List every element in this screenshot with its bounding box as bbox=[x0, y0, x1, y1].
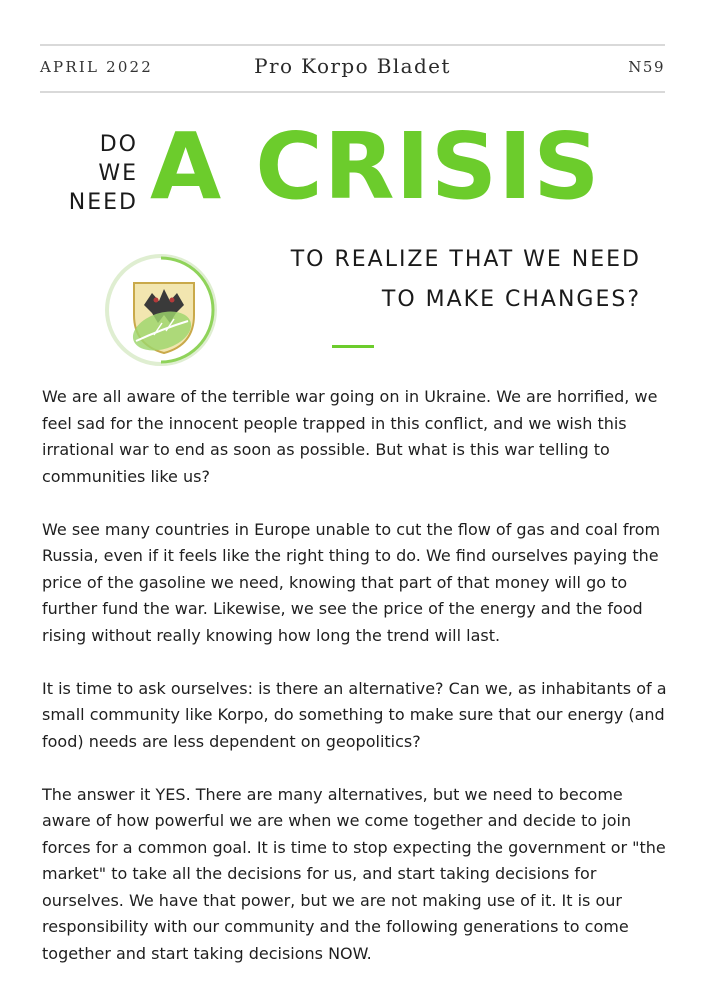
leaf-crest-logo-icon bbox=[104, 253, 218, 367]
article-paragraph: The answer it YES. There are many alternatives, but we need to become aware of how powerful we are when we come together and decide to join forces for a common goal. It is time to stop expecting the government or "the market" to take all the decisions for us, and start taking decisions for ourselves. We have that power, but we are not making use of it. It is our responsibility with our community and the following generations to come together and start taking decisions NOW. bbox=[42, 784, 666, 963]
headline-lead-line: WE bbox=[98, 161, 138, 186]
headline-lead bbox=[40, 130, 138, 217]
masthead-bottom-divider bbox=[40, 91, 665, 93]
issue-date: APRIL 2022 bbox=[40, 58, 154, 76]
headline-subtitle-line: TO REALIZE THAT WE NEED bbox=[290, 247, 641, 272]
masthead-top-divider bbox=[40, 44, 665, 46]
headline-main: A CRISIS bbox=[150, 113, 601, 220]
article-body bbox=[42, 384, 672, 994]
headline-lead-line: DO bbox=[99, 132, 138, 157]
article-paragraph: It is time to ask ourselves: is there an alternative? Can we, as inhabitants of a small community like Korpo, do something to make sure that our energy (and food) needs are less dependent on geopolitics? bbox=[42, 678, 667, 751]
headline-subtitle bbox=[221, 240, 641, 320]
headline-subtitle-line: TO MAKE CHANGES? bbox=[381, 287, 641, 312]
accent-divider bbox=[332, 345, 374, 348]
headline-lead-line: NEED bbox=[68, 190, 138, 215]
issue-number: N59 bbox=[628, 58, 665, 76]
newsletter-title: Pro Korpo Bladet bbox=[254, 54, 451, 78]
article-paragraph: We see many countries in Europe unable to cut the flow of gas and coal from Russia, even if it feels like the right thing to do. We find ourselves paying the price of the gasoline we need, knowing that part of that money will go to further fund the war. Likewise, we see the price of the energy and the food rising without really knowing how long the trend will last. bbox=[42, 519, 661, 645]
article-paragraph: We are all aware of the terrible war going on in Ukraine. We are horrified, we feel sad for the innocent people trapped in this conflict, and we wish this irrational war to end as soon as possible. But what is this war telling to communities like us? bbox=[42, 387, 658, 486]
